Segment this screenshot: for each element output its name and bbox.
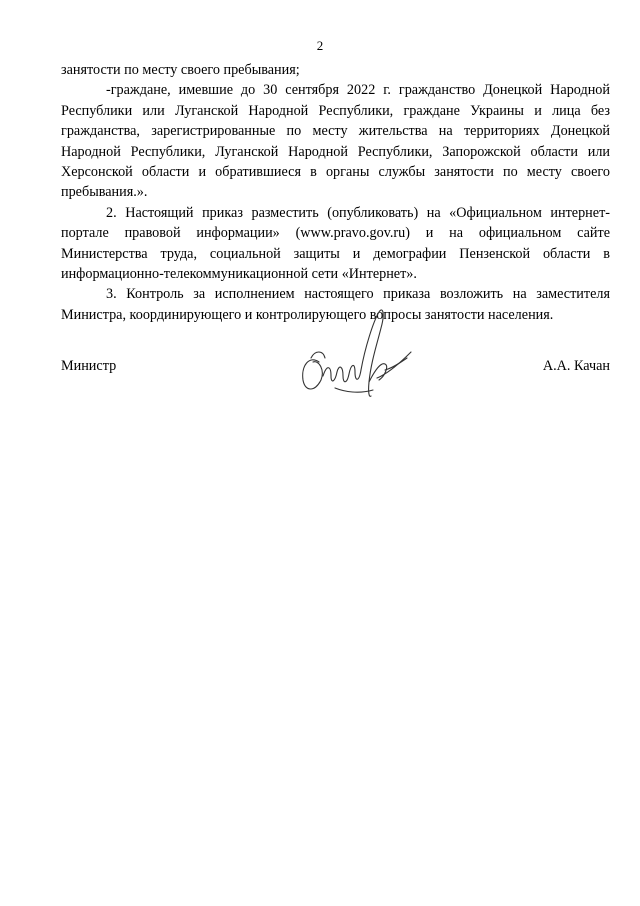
paragraph-control: 3. Контроль за исполнением настоящего приказа возложить на заместителя Министра, координирующего и контролирующего вопросы занятости населения. [61, 286, 610, 323]
page-number: 2 [316, 38, 324, 53]
paragraph-continuation: занятости по месту своего пребывания; [61, 62, 300, 78]
signer-role: Министр [61, 358, 117, 374]
signature-block [61, 300, 610, 410]
signer-name: А.А. Качан [542, 358, 610, 374]
paragraph-citizens: -граждане, имевшие до 30 сентября 2022 г. гражданство Донецкой Народной Республики или Луганской Народной Республики, граждане Украины и лица без гражданства, зарегистрированные по месту жительства на территориях Донецкой Народной Республики, Луганской Народной Республики, Запорожской области или Херсонской области и обратившиеся в органы службы занятости по месту своего пребывания.». [61, 82, 610, 201]
paragraph-publication: 2. Настоящий приказ разместить (опубликовать) на «Официальном интернет-портале правовой информации» (www.pravo.gov.ru) и на официальном сайте Министерства труда, социальной защиты и демографии Пензенской области в информационно-телекоммуникационной сети «Интернет». [61, 204, 610, 283]
document-body [61, 60, 610, 325]
handwritten-signature [289, 300, 419, 410]
